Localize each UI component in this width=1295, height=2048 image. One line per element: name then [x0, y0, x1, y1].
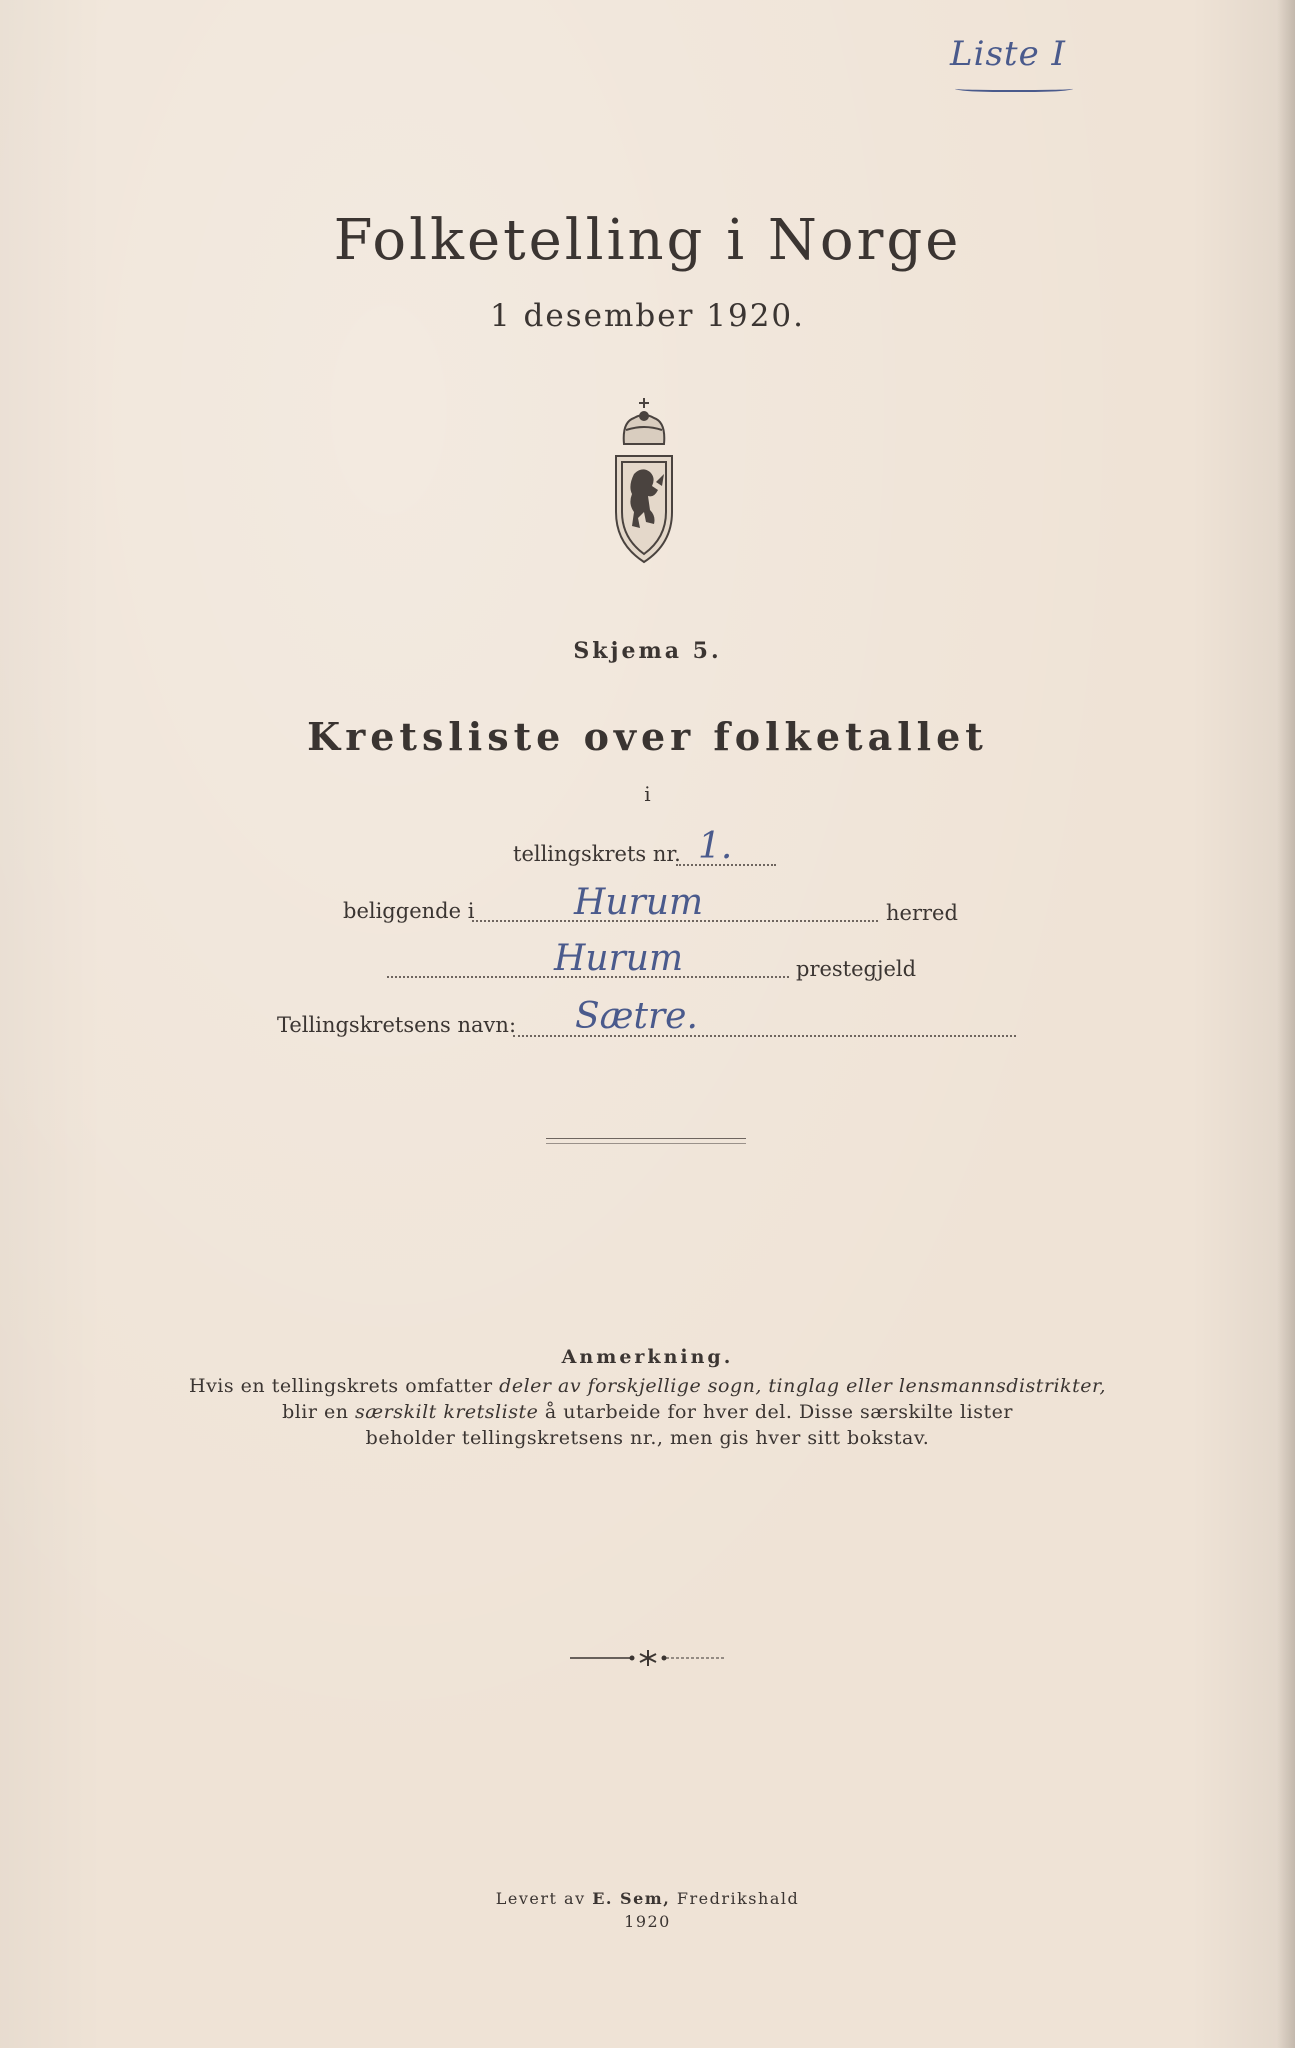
prestegjeld-value: Hurum	[554, 938, 684, 979]
preposition-text: i	[644, 782, 651, 806]
corner-note-handwritten: Liste I	[950, 34, 1066, 74]
section-divider	[546, 1138, 746, 1139]
printer-line: Levert av E. Sem, Fredrikshald	[495, 1889, 800, 1908]
schema-number: Skjema 5.	[573, 638, 722, 664]
form-date: 1 desember 1920.	[489, 298, 806, 334]
ornament-divider-icon	[568, 1646, 728, 1670]
herred-label-before: beliggende i	[343, 899, 475, 923]
krets-nr-label: tellingskrets nr.	[513, 842, 681, 866]
herred-value: Hurum	[574, 882, 704, 923]
coat-of-arms-icon	[594, 394, 694, 568]
krets-navn-label: Tellingskretsens navn:	[277, 1013, 517, 1037]
krets-navn-value: Sætre.	[575, 996, 698, 1037]
krets-nr-value: 1.	[698, 826, 733, 867]
herred-label-after: herred	[886, 901, 958, 925]
section-divider-thin	[546, 1143, 746, 1144]
note-title: Anmerkning.	[561, 1346, 734, 1368]
note-line-1: Hvis en tellingskrets omfatter deler av forskjellige sogn, tinglag eller lensmannsdistrikter,	[189, 1375, 1106, 1397]
printer-year: 1920	[624, 1912, 671, 1931]
note-line-3: beholder tellingskretsens nr., men gis hver sitt bokstav.	[365, 1427, 930, 1449]
prestegjeld-label: prestegjeld	[796, 957, 917, 981]
corner-note-underline	[955, 84, 1073, 92]
form-heading: Kretsliste over folketallet	[307, 714, 988, 759]
note-line-2: blir en særskilt kretsliste å utarbeide for hver del. Disse særskilte lister	[282, 1401, 1013, 1423]
form-title: Folketelling i Norge	[333, 208, 962, 273]
